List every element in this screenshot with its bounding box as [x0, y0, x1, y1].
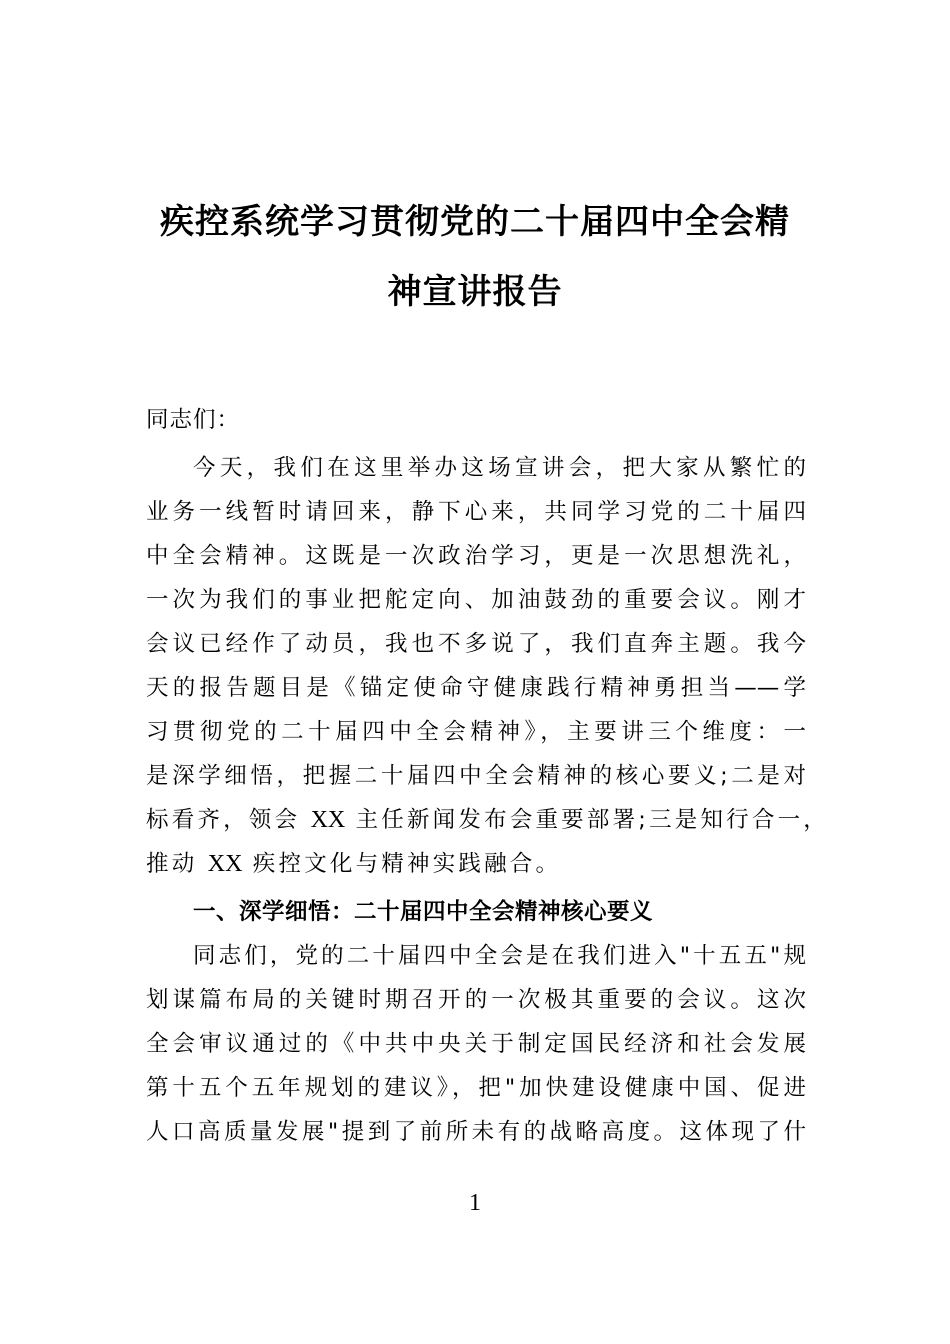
paragraph-line: 人口高质量发展"提到了前所未有的战略高度。这体现了什 — [146, 1119, 806, 1145]
text-segment: 推动 — [146, 851, 208, 877]
paragraph-line: 划谋篇布局的关键时期召开的一次极其重要的会议。这次 — [146, 987, 806, 1013]
text-segment: 主任新闻发布会重要部署;三是知行合一， — [345, 807, 829, 833]
page-number: 1 — [469, 1190, 481, 1216]
paragraph-line: 全会审议通过的《中共中央关于制定国民经济和社会发展 — [146, 1031, 806, 1057]
paragraph-line: 天的报告题目是《锚定使命守健康践行精神勇担当——学 — [146, 675, 806, 701]
paragraph-line: 业务一线暂时请回来，静下心来，共同学习党的二十届四 — [146, 499, 806, 525]
text-segment: 疾控文化与精神实践融合。 — [242, 851, 562, 877]
document-title-line-1: 疾控系统学习贯彻党的二十届四中全会精 — [160, 202, 790, 242]
paragraph-line: 是深学细悟，把握二十届四中全会精神的核心要义;二是对 — [146, 763, 806, 789]
paragraph-line: 今天，我们在这里举办这场宣讲会，把大家从繁忙的 — [193, 455, 806, 481]
paragraph-line: 会议已经作了动员，我也不多说了，我们直奔主题。我今 — [146, 631, 806, 657]
paragraph-line: 习贯彻党的二十届四中全会精神》，主要讲三个维度：一 — [146, 719, 806, 745]
paragraph-line: 第十五个五年规划的建议》，把"加快建设健康中国、促进 — [146, 1075, 806, 1101]
paragraph-line: 一次为我们的事业把舵定向、加油鼓劲的重要会议。刚才 — [146, 587, 806, 613]
paragraph-line — [146, 802, 829, 834]
paragraph-line — [146, 846, 806, 878]
placeholder-name: XX — [310, 807, 346, 833]
document-title-line-2: 神宣讲报告 — [387, 272, 563, 312]
paragraph-line: 中全会精神。这既是一次政治学习，更是一次思想洗礼， — [146, 543, 806, 569]
section-heading: 一、深学细悟：二十届四中全会精神核心要义 — [193, 899, 654, 925]
text-segment: 标看齐，领会 — [146, 807, 311, 833]
placeholder-name: XX — [207, 851, 243, 877]
salutation: 同志们： — [146, 407, 241, 433]
paragraph-line: 同志们，党的二十届四中全会是在我们进入"十五五"规 — [193, 943, 806, 969]
